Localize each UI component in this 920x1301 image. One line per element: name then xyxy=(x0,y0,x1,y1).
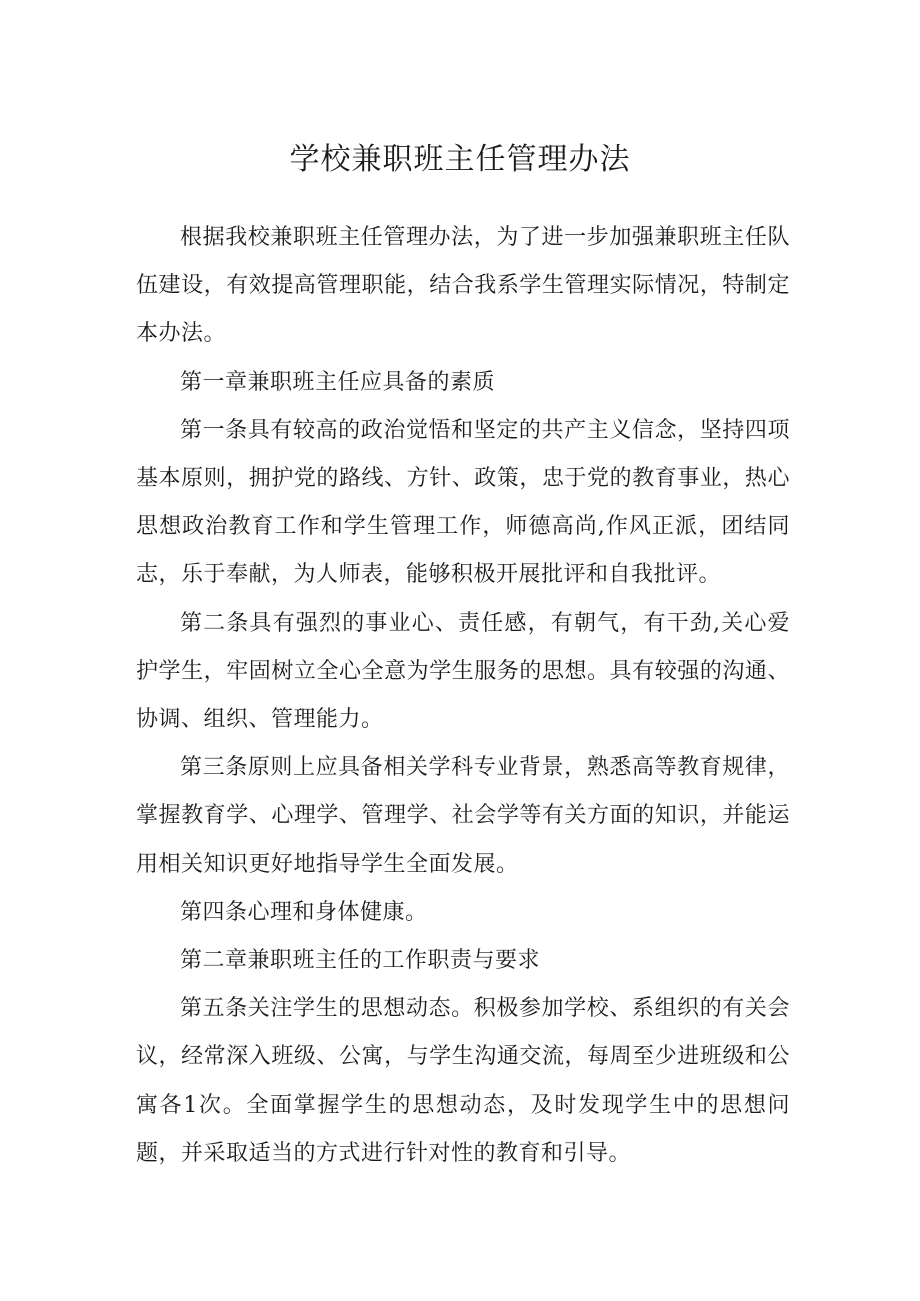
article-5: 第五条关注学生的思想动态。积极参加学校、系组织的有关会议，经常深入班级、公寓，与学生沟通交流，每周至少进班级和公寓各1次。全面掌握学生的思想动态，及时发现学生中的思想问题，并采取适当的方式进行针对性的教育和引导。 xyxy=(136,996,790,1166)
article-3: 第三条原则上应具备相关学科专业背景，熟悉高等教育规律，掌握教育学、心理学、管理学、社会学等有关方面的知识，并能运用相关知识更好地指导学生全面发展。 xyxy=(136,755,790,877)
article-4: 第四条心理和身体健康。 xyxy=(180,899,428,925)
document-body xyxy=(136,214,790,1178)
paragraph-intro: 根据我校兼职班主任管理办法，为了进一步加强兼职班主任队伍建设，有效提高管理职能，结合我系学生管理实际情况，特制定本办法。 xyxy=(136,225,790,347)
chapter-heading-1: 第一章兼职班主任应具备的素质 xyxy=(180,369,496,395)
article-2: 第二条具有强烈的事业心、责任感，有朝气，有干劲,关心爱护学生，牢固树立全心全意为学生服务的思想。具有较强的沟通、协调、组织、管理能力。 xyxy=(136,610,790,733)
chapter-heading-2: 第二章兼职班主任的工作职责与要求 xyxy=(180,948,541,974)
article-1: 第一条具有较高的政治觉悟和坚定的共产主义信念，坚持四项基本原则，拥护党的路线、方针、政策，忠于党的教育事业，热心思想政治教育工作和学生管理工作，师德高尚,作风正派，团结同志，乐于奉献，为人师表，能够积极开展批评和自我批评。 xyxy=(136,417,790,588)
document-title: 学校兼职班主任管理办法 xyxy=(289,142,631,177)
